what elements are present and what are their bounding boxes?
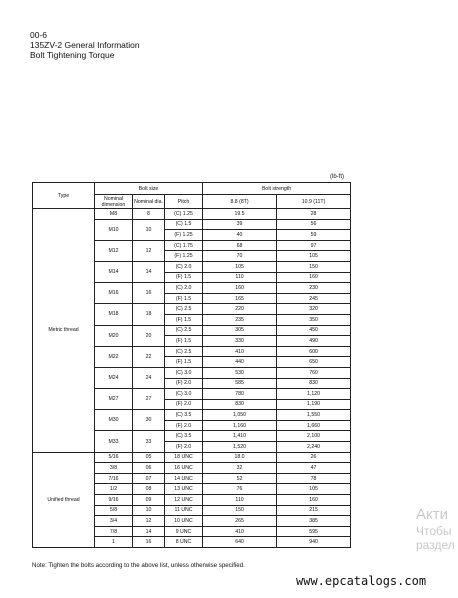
- page-code: 00-6: [30, 30, 48, 40]
- table-row: [33, 452, 351, 463]
- watermark-line-1: Акти: [416, 506, 448, 523]
- torque-8-8-cell: 18.0: [203, 452, 277, 463]
- activation-watermark: [416, 506, 455, 553]
- nominal-dia-cell: 14: [133, 526, 165, 537]
- torque-8-8-cell: 235: [203, 314, 277, 325]
- torque-10-9-cell: 245: [277, 293, 351, 304]
- nominal-dimension-cell: 3/4: [95, 516, 133, 527]
- torque-10-9-cell: 215: [277, 505, 351, 516]
- nominal-dia-cell: 30: [133, 410, 165, 431]
- pitch-cell: 16 UNC: [165, 463, 203, 474]
- torque-10-9-cell: 830: [277, 378, 351, 389]
- torque-8-8-cell: 780: [203, 389, 277, 400]
- torque-8-8-cell: 110: [203, 495, 277, 506]
- nominal-dimension-cell: 1/2: [95, 484, 133, 495]
- pitch-cell: 9 UNC: [165, 526, 203, 537]
- header-pitch: Pitch: [165, 195, 203, 209]
- pitch-cell: (C) 2.5: [165, 325, 203, 336]
- torque-8-8-cell: 410: [203, 346, 277, 357]
- nominal-dia-cell: 18: [133, 304, 165, 325]
- pitch-cell: (C) 2.0: [165, 261, 203, 272]
- torque-10-9-cell: 150: [277, 261, 351, 272]
- nominal-dimension-cell: M24: [95, 367, 133, 388]
- nominal-dimension-cell: 7/8: [95, 526, 133, 537]
- nominal-dia-cell: 05: [133, 452, 165, 463]
- pitch-cell: (C) 1.75: [165, 240, 203, 251]
- nominal-dia-cell: 06: [133, 463, 165, 474]
- torque-8-8-cell: 40: [203, 230, 277, 241]
- torque-8-8-cell: 52: [203, 473, 277, 484]
- pitch-cell: (C) 3.0: [165, 367, 203, 378]
- torque-8-8-cell: 39: [203, 219, 277, 230]
- pitch-cell: (F) 2.0: [165, 378, 203, 389]
- torque-10-9-cell: 78: [277, 473, 351, 484]
- nominal-dimension-cell: 5/8: [95, 505, 133, 516]
- torque-10-9-cell: 760: [277, 367, 351, 378]
- torque-8-8-cell: 640: [203, 537, 277, 548]
- nominal-dia-cell: 20: [133, 325, 165, 346]
- pitch-cell: (C) 3.5: [165, 410, 203, 421]
- pitch-cell: (F) 2.0: [165, 399, 203, 410]
- nominal-dia-cell: 07: [133, 473, 165, 484]
- table-body: [33, 209, 351, 548]
- torque-8-8-cell: 32: [203, 463, 277, 474]
- header-nominal-dia: Nominal dia.: [133, 195, 165, 209]
- watermark-line-3: раздел: [416, 538, 455, 553]
- pitch-cell: (F) 2.0: [165, 442, 203, 453]
- pitch-cell: 14 UNC: [165, 473, 203, 484]
- pitch-cell: (C) 3.5: [165, 431, 203, 442]
- torque-10-9-cell: 385: [277, 516, 351, 527]
- pitch-cell: (F) 1.5: [165, 357, 203, 368]
- nominal-dia-cell: 16: [133, 537, 165, 548]
- torque-8-8-cell: 530: [203, 367, 277, 378]
- pitch-cell: (C) 1.25: [165, 209, 203, 220]
- pitch-cell: (F) 1.25: [165, 251, 203, 262]
- torque-10-9-cell: 1,190: [277, 399, 351, 410]
- torque-10-9-cell: 350: [277, 314, 351, 325]
- nominal-dimension-cell: 7/16: [95, 473, 133, 484]
- torque-8-8-cell: 220: [203, 304, 277, 315]
- nominal-dimension-cell: M30: [95, 410, 133, 431]
- table-note: Note: Tighten the bolts according to the above list, unless otherwise specified.: [32, 562, 245, 569]
- torque-8-8-cell: 1,050: [203, 410, 277, 421]
- torque-8-8-cell: 1,160: [203, 420, 277, 431]
- nominal-dimension-cell: M16: [95, 283, 133, 304]
- torque-8-8-cell: 265: [203, 516, 277, 527]
- pitch-cell: (C) 2.5: [165, 304, 203, 315]
- nominal-dimension-cell: M22: [95, 346, 133, 367]
- pitch-cell: 10 UNC: [165, 516, 203, 527]
- torque-8-8-cell: 19.5: [203, 209, 277, 220]
- header-strength-8-8: 8.8 (8T): [203, 195, 277, 209]
- nominal-dimension-cell: M14: [95, 261, 133, 282]
- table-row: [33, 209, 351, 220]
- nominal-dia-cell: 10: [133, 219, 165, 240]
- torque-10-9-cell: 105: [277, 484, 351, 495]
- nominal-dimension-cell: M33: [95, 431, 133, 452]
- torque-10-9-cell: 2,240: [277, 442, 351, 453]
- nominal-dia-cell: 33: [133, 431, 165, 452]
- pitch-cell: 18 UNC: [165, 452, 203, 463]
- torque-10-9-cell: 600: [277, 346, 351, 357]
- pitch-cell: 12 UNC: [165, 495, 203, 506]
- torque-10-9-cell: 26: [277, 452, 351, 463]
- nominal-dia-cell: 16: [133, 283, 165, 304]
- thread-type-cell: Unified thread: [33, 452, 95, 547]
- section-title: Bolt Tightening Torque: [30, 50, 115, 60]
- torque-10-9-cell: 105: [277, 251, 351, 262]
- pitch-cell: (C) 3.0: [165, 389, 203, 400]
- nominal-dia-cell: 8: [133, 209, 165, 220]
- pitch-cell: (F) 2.0: [165, 420, 203, 431]
- torque-10-9-cell: 230: [277, 283, 351, 294]
- torque-10-9-cell: 56: [277, 219, 351, 230]
- torque-10-9-cell: 650: [277, 357, 351, 368]
- torque-8-8-cell: 330: [203, 336, 277, 347]
- unit-label: (lb-ft): [330, 174, 344, 180]
- header-type: Type: [33, 183, 95, 209]
- torque-10-9-cell: 47: [277, 463, 351, 474]
- torque-10-9-cell: 1,660: [277, 420, 351, 431]
- torque-8-8-cell: 585: [203, 378, 277, 389]
- torque-10-9-cell: 97: [277, 240, 351, 251]
- nominal-dia-cell: 24: [133, 367, 165, 388]
- nominal-dimension-cell: 9/16: [95, 495, 133, 506]
- nominal-dia-cell: 08: [133, 484, 165, 495]
- nominal-dia-cell: 14: [133, 261, 165, 282]
- page-header: [30, 30, 140, 60]
- pitch-cell: 11 UNC: [165, 505, 203, 516]
- nominal-dia-cell: 10: [133, 505, 165, 516]
- header-strength-10-9: 10.9 (11T): [277, 195, 351, 209]
- nominal-dia-cell: 09: [133, 495, 165, 506]
- pitch-cell: (C) 1.5: [165, 219, 203, 230]
- watermark-line-2: Чтобы: [416, 524, 452, 538]
- torque-10-9-cell: 320: [277, 304, 351, 315]
- header-bolt-size: Bolt size: [95, 183, 203, 195]
- nominal-dimension-cell: 5/16: [95, 452, 133, 463]
- torque-10-9-cell: 1,550: [277, 410, 351, 421]
- nominal-dimension-cell: M18: [95, 304, 133, 325]
- footer-url: www.epcatalogs.com: [296, 574, 427, 588]
- torque-8-8-cell: 76: [203, 484, 277, 495]
- torque-10-9-cell: 450: [277, 325, 351, 336]
- nominal-dia-cell: 12: [133, 240, 165, 261]
- torque-8-8-cell: 440: [203, 357, 277, 368]
- torque-8-8-cell: 165: [203, 293, 277, 304]
- header-nominal-dimension: Nominal dimension: [95, 195, 133, 209]
- torque-10-9-cell: 2,100: [277, 431, 351, 442]
- pitch-cell: (F) 1.5: [165, 336, 203, 347]
- torque-10-9-cell: 160: [277, 495, 351, 506]
- nominal-dia-cell: 12: [133, 516, 165, 527]
- bolt-torque-table: [32, 182, 351, 548]
- torque-10-9-cell: 1,120: [277, 389, 351, 400]
- torque-8-8-cell: 160: [203, 283, 277, 294]
- pitch-cell: (C) 2.0: [165, 283, 203, 294]
- torque-10-9-cell: 595: [277, 526, 351, 537]
- nominal-dimension-cell: M10: [95, 219, 133, 240]
- pitch-cell: (C) 2.5: [165, 346, 203, 357]
- torque-8-8-cell: 70: [203, 251, 277, 262]
- torque-8-8-cell: 830: [203, 399, 277, 410]
- torque-8-8-cell: 110: [203, 272, 277, 283]
- nominal-dia-cell: 27: [133, 389, 165, 410]
- torque-8-8-cell: 1,410: [203, 431, 277, 442]
- nominal-dimension-cell: M27: [95, 389, 133, 410]
- nominal-dimension-cell: 3/8: [95, 463, 133, 474]
- nominal-dia-cell: 22: [133, 346, 165, 367]
- torque-8-8-cell: 305: [203, 325, 277, 336]
- torque-10-9-cell: 490: [277, 336, 351, 347]
- torque-10-9-cell: 160: [277, 272, 351, 283]
- torque-8-8-cell: 410: [203, 526, 277, 537]
- header-bolt-strength: Bolt strength: [203, 183, 351, 195]
- torque-10-9-cell: 940: [277, 537, 351, 548]
- torque-10-9-cell: 59: [277, 230, 351, 241]
- torque-8-8-cell: 105: [203, 261, 277, 272]
- nominal-dimension-cell: 1: [95, 537, 133, 548]
- nominal-dimension-cell: M20: [95, 325, 133, 346]
- torque-8-8-cell: 68: [203, 240, 277, 251]
- pitch-cell: (F) 1.5: [165, 314, 203, 325]
- pitch-cell: (F) 1.5: [165, 272, 203, 283]
- torque-8-8-cell: 1,520: [203, 442, 277, 453]
- nominal-dimension-cell: M8: [95, 209, 133, 220]
- pitch-cell: (F) 1.25: [165, 230, 203, 241]
- torque-8-8-cell: 150: [203, 505, 277, 516]
- pitch-cell: 13 UNC: [165, 484, 203, 495]
- manual-title: 135ZV-2 General Information: [30, 40, 140, 50]
- torque-10-9-cell: 28: [277, 209, 351, 220]
- nominal-dimension-cell: M12: [95, 240, 133, 261]
- thread-type-cell: Metric thread: [33, 209, 95, 453]
- pitch-cell: (F) 1.5: [165, 293, 203, 304]
- pitch-cell: 8 UNC: [165, 537, 203, 548]
